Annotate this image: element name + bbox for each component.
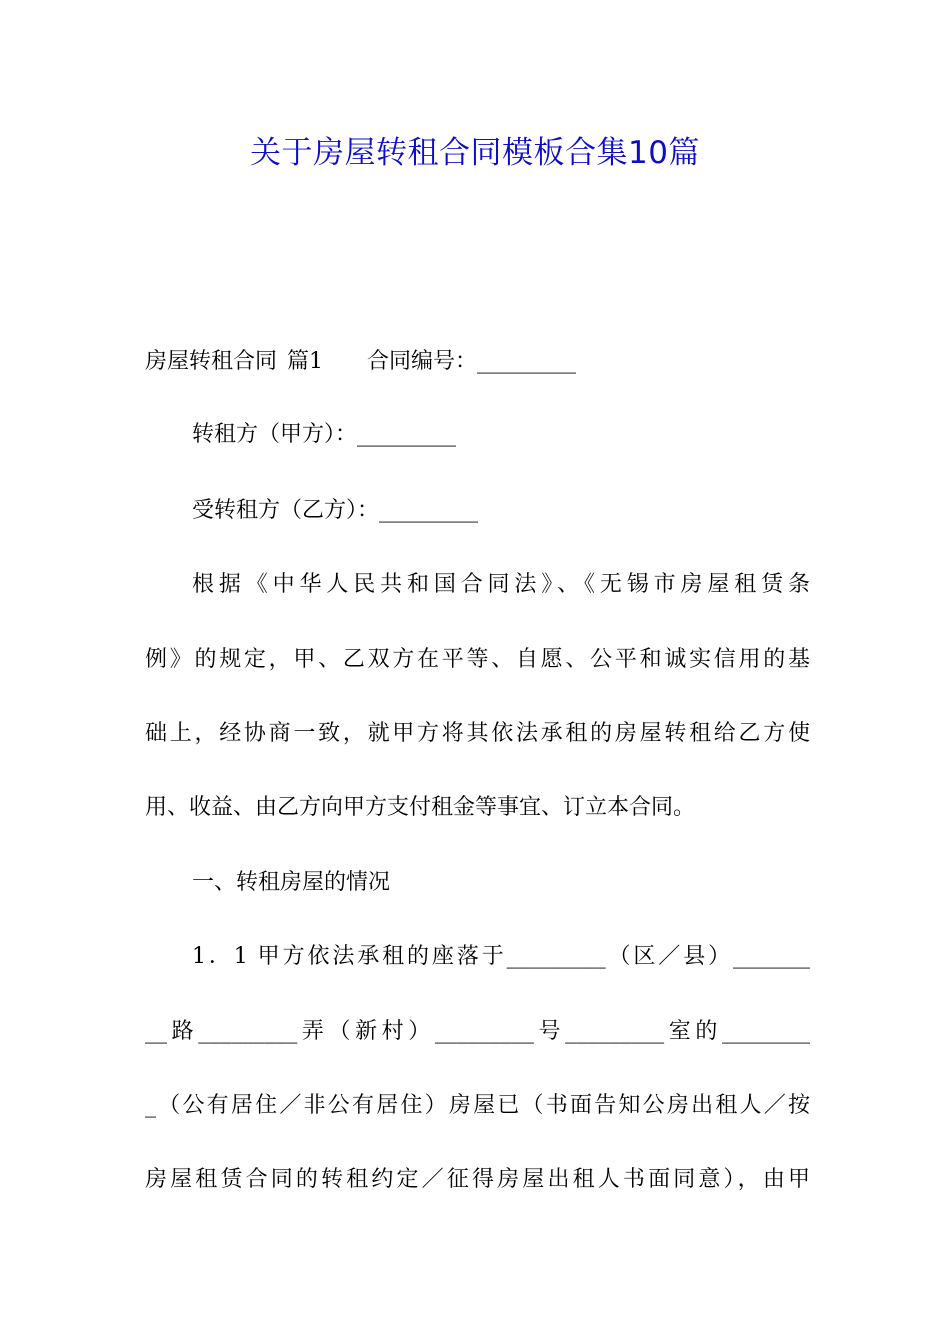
preamble-line-2: 例》的规定，甲、乙双方在平等、自愿、公平和诚实信用的基 [145, 647, 810, 672]
clause-1-1-line-3: _（公有居住／非公有居住）房屋已（书面告知公房出租人／按 [145, 1093, 810, 1118]
contract-header-line [145, 342, 810, 382]
section-name: 房屋转租合同 [145, 349, 278, 374]
section-number: 篇1 [287, 349, 324, 374]
section-1-heading: 一、转租房屋的情况 [192, 870, 391, 895]
preamble-line-1: 根据《中华人民共和国合同法》、《无锡市房屋租赁条 [192, 572, 810, 597]
party-b-field: 受转租方（乙方）：_________ [192, 498, 479, 523]
party-a-field: 转租方（甲方）：_________ [192, 422, 457, 447]
clause-1-1-line-4: 房屋租赁合同的转租约定／征得房屋出租人书面同意），由甲 [145, 1167, 810, 1192]
clause-1-1-line-1: 1．1 甲方依法承租的座落于_________（区／县）_______ [192, 944, 810, 969]
preamble-line-4: 用、收益、由乙方向甲方支付租金等事宜、订立本合同。 [145, 795, 696, 820]
document-title: 关于房屋转租合同模板合集10篇 [250, 135, 700, 171]
clause-1-1-line-2: __路_________弄（新村）_________号_________室的________ [145, 1019, 810, 1044]
contract-number-field: 合同编号：_________ [367, 349, 577, 374]
preamble-line-3: 础上，经协商一致，就甲方将其依法承租的房屋转租给乙方使 [145, 721, 810, 746]
